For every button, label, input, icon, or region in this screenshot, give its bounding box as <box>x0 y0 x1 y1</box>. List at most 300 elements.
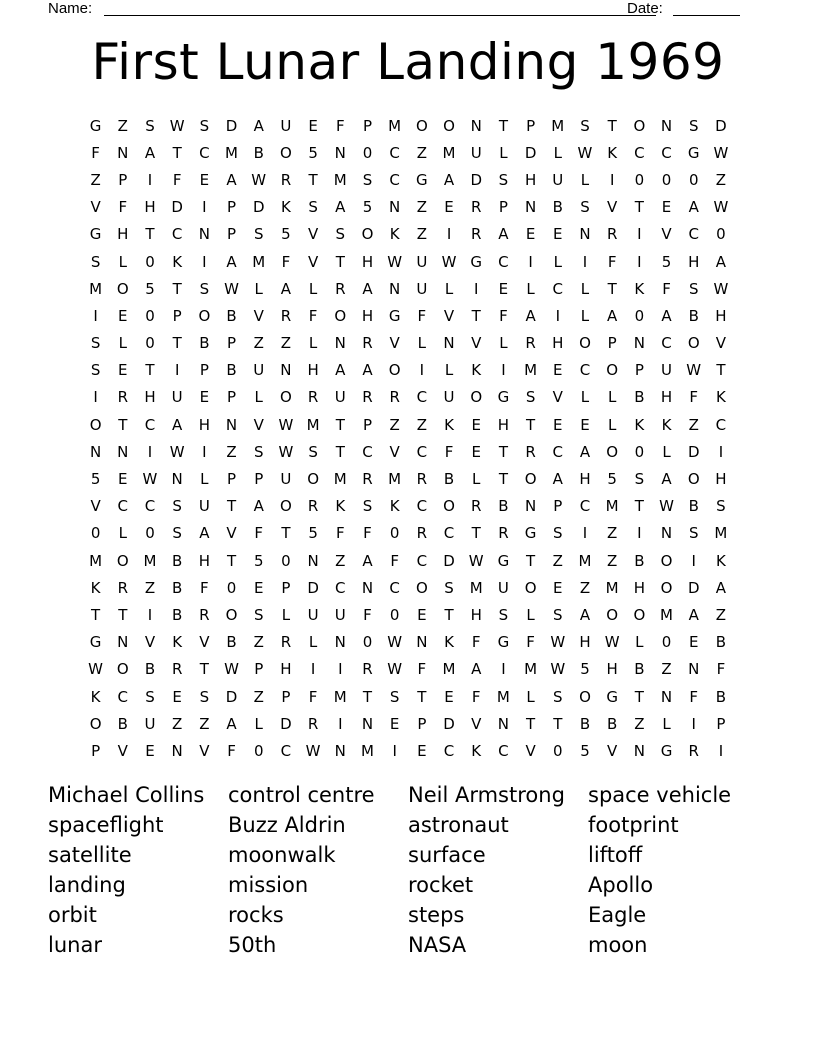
grid-letter: O <box>443 497 455 516</box>
grid-letter: T <box>118 605 128 624</box>
grid-letter: W <box>387 252 403 271</box>
grid-letter: P <box>172 306 182 325</box>
grid-letter: C <box>688 225 699 244</box>
grid-letter: O <box>606 605 619 624</box>
grid-letter: G <box>524 524 537 543</box>
grid-letter: P <box>498 198 508 217</box>
grid-letter: U <box>416 252 428 271</box>
grid-letter: S <box>308 442 318 461</box>
grid-letter: K <box>715 551 726 570</box>
date-label: Date: <box>627 0 663 17</box>
grid-letter: O <box>660 578 673 597</box>
grid-letter: P <box>91 741 101 760</box>
grid-letter: S <box>172 524 182 543</box>
grid-letter: O <box>660 551 673 570</box>
grid-letter: T <box>634 198 644 217</box>
grid-letter: B <box>634 388 645 407</box>
grid-letter: O <box>116 279 129 298</box>
name-label: Name: <box>48 0 93 17</box>
grid-letter: C <box>498 741 509 760</box>
grid-letter: O <box>116 551 129 570</box>
grid-letter: I <box>202 252 207 271</box>
grid-letter: C <box>362 442 373 461</box>
grid-letter: B <box>226 633 237 652</box>
grid-letter: F <box>417 306 427 325</box>
grid-letter: H <box>361 252 374 271</box>
grid-letter: O <box>388 361 401 380</box>
date-blank-line <box>673 15 740 16</box>
grid-letter: A <box>579 442 591 461</box>
grid-letter: A <box>471 660 482 679</box>
grid-letter: C <box>661 143 672 162</box>
grid-letter: N <box>171 741 183 760</box>
word-list-item: Neil Armstrong <box>408 783 565 807</box>
grid-letter: Z <box>661 660 672 679</box>
grid-letter: W <box>441 252 457 271</box>
grid-letter: S <box>90 361 101 380</box>
grid-letter: F <box>227 741 236 760</box>
grid-letter: S <box>253 225 264 244</box>
grid-letter: T <box>498 116 508 135</box>
grid-letter: L <box>607 415 617 434</box>
grid-letter: W <box>169 442 185 461</box>
grid-letter: U <box>497 578 509 597</box>
grid-letter: O <box>415 578 428 597</box>
grid-letter: H <box>633 578 645 597</box>
grid-letter: N <box>225 415 238 434</box>
grid-letter: R <box>199 605 210 624</box>
grid-letter: E <box>253 578 264 597</box>
grid-letter: V <box>552 388 563 407</box>
word-list-item: satellite <box>48 843 132 867</box>
grid-letter: P <box>199 361 209 380</box>
grid-letter: S <box>335 225 346 244</box>
grid-letter: B <box>498 497 509 516</box>
grid-letter: P <box>254 660 264 679</box>
grid-letter: W <box>604 633 620 652</box>
grid-letter: Z <box>715 170 727 189</box>
grid-letter: V <box>661 225 672 244</box>
grid-letter: F <box>471 687 481 706</box>
grid-letter: M <box>333 470 347 489</box>
grid-letter: L <box>472 470 481 489</box>
grid-letter: Z <box>416 225 427 244</box>
grid-letter: B <box>117 714 128 733</box>
grid-letter: O <box>361 225 374 244</box>
grid-letter: C <box>552 279 564 298</box>
grid-letter: L <box>580 170 590 189</box>
grid-letter: M <box>89 279 103 298</box>
grid-letter: V <box>471 334 482 353</box>
grid-letter: D <box>307 578 319 597</box>
grid-letter: T <box>607 116 617 135</box>
grid-letter: C <box>117 497 129 516</box>
grid-letter: N <box>660 524 673 543</box>
grid-letter: T <box>118 415 128 434</box>
grid-letter: L <box>308 334 318 353</box>
grid-letter: M <box>252 252 266 271</box>
grid-letter: D <box>524 143 537 162</box>
grid-letter: N <box>89 442 102 461</box>
grid-letter: U <box>307 605 319 624</box>
grid-letter: T <box>91 605 101 624</box>
grid-letter: M <box>143 551 157 570</box>
grid-letter: E <box>553 225 563 244</box>
grid-letter: P <box>227 388 237 407</box>
grid-letter: V <box>389 442 400 461</box>
grid-letter: S <box>498 170 509 189</box>
grid-letter: C <box>579 361 591 380</box>
grid-letter: F <box>363 605 372 624</box>
grid-letter: M <box>524 361 538 380</box>
grid-letter: C <box>117 687 129 706</box>
grid-letter: 0 <box>716 225 726 244</box>
grid-letter: I <box>338 660 343 679</box>
grid-letter: W <box>224 279 239 298</box>
grid-letter: W <box>88 660 104 679</box>
grid-letter: L <box>118 334 127 353</box>
grid-letter: N <box>171 470 183 489</box>
grid-letter: H <box>144 388 156 407</box>
grid-letter: 0 <box>362 143 373 162</box>
grid-letter: H <box>688 252 700 271</box>
grid-letter: O <box>579 687 591 706</box>
grid-letter: U <box>280 116 292 135</box>
word-list-item: moonwalk <box>228 843 336 867</box>
grid-letter: C <box>579 497 591 516</box>
grid-letter: F <box>471 633 481 652</box>
grid-letter: K <box>634 415 645 434</box>
grid-letter: 0 <box>226 578 237 597</box>
grid-letter: A <box>280 279 292 298</box>
grid-letter: U <box>171 388 183 407</box>
grid-letter: P <box>362 116 372 135</box>
grid-letter: T <box>145 361 155 380</box>
grid-letter: I <box>582 252 588 271</box>
grid-letter: B <box>715 633 727 652</box>
grid-letter: H <box>606 660 618 679</box>
grid-letter: A <box>688 198 699 217</box>
grid-letter: F <box>444 442 454 461</box>
grid-letter: P <box>553 497 563 516</box>
grid-letter: A <box>525 306 536 325</box>
grid-letter: 5 <box>661 252 672 271</box>
grid-letter: N <box>389 198 401 217</box>
grid-letter: I <box>419 361 425 380</box>
grid-letter: I <box>147 605 153 624</box>
grid-letter: Z <box>715 605 727 624</box>
grid-letter: W <box>713 143 729 162</box>
grid-letter: S <box>172 497 182 516</box>
grid-letter: K <box>471 741 482 760</box>
grid-letter: F <box>118 198 128 217</box>
grid-letter: 5 <box>281 225 291 244</box>
grid-letter: T <box>226 497 237 516</box>
grid-letter: C <box>389 143 400 162</box>
grid-letter: S <box>444 578 454 597</box>
grid-letter: C <box>389 170 400 189</box>
grid-letter: L <box>118 252 127 271</box>
grid-letter: S <box>199 116 210 135</box>
grid-letter: A <box>199 524 210 543</box>
grid-letter: W <box>550 660 566 679</box>
grid-letter: 5 <box>308 524 318 543</box>
grid-letter: R <box>362 660 373 679</box>
grid-letter: T <box>335 252 345 271</box>
grid-letter: B <box>144 660 156 679</box>
grid-letter: D <box>687 578 700 597</box>
grid-letter: T <box>172 334 182 353</box>
grid-letter: H <box>552 334 564 353</box>
grid-letter: P <box>281 687 291 706</box>
grid-letter: 0 <box>688 170 699 189</box>
grid-letter: O <box>524 578 537 597</box>
grid-letter: Z <box>253 633 264 652</box>
grid-letter: H <box>307 361 319 380</box>
grid-letter: L <box>444 361 454 380</box>
grid-letter: W <box>251 170 267 189</box>
word-list-item: Buzz Aldrin <box>228 813 346 837</box>
grid-letter: V <box>253 306 264 325</box>
grid-letter: T <box>498 470 508 489</box>
grid-letter: 5 <box>580 660 590 679</box>
grid-letter: W <box>713 198 729 217</box>
grid-letter: L <box>118 524 127 543</box>
grid-letter: F <box>308 306 318 325</box>
word-list-item: Michael Collins <box>48 783 205 807</box>
grid-letter: F <box>716 660 726 679</box>
grid-letter: F <box>308 687 318 706</box>
grid-letter: N <box>660 116 673 135</box>
grid-letter: H <box>117 225 129 244</box>
grid-letter: P <box>634 361 644 380</box>
name-blank-line <box>104 15 656 16</box>
grid-letter: C <box>199 143 210 162</box>
grid-letter: M <box>388 470 402 489</box>
grid-letter: 0 <box>389 524 400 543</box>
grid-letter: L <box>200 470 209 489</box>
grid-letter: B <box>688 497 699 516</box>
grid-letter: S <box>525 388 536 407</box>
grid-letter: N <box>117 442 129 461</box>
grid-letter: T <box>498 442 508 461</box>
grid-letter: W <box>577 143 593 162</box>
grid-letter: U <box>253 361 265 380</box>
grid-letter: P <box>526 116 536 135</box>
grid-letter: U <box>661 361 673 380</box>
grid-letter: B <box>443 470 455 489</box>
word-list-item: space vehicle <box>588 783 732 807</box>
grid-letter: M <box>714 524 728 543</box>
grid-letter: D <box>225 116 238 135</box>
grid-letter: P <box>118 170 128 189</box>
grid-letter: S <box>634 470 645 489</box>
grid-letter: V <box>226 524 237 543</box>
grid-letter: V <box>199 741 210 760</box>
grid-letter: I <box>93 388 98 407</box>
grid-letter: V <box>607 741 618 760</box>
grid-letter: Z <box>90 170 101 189</box>
grid-letter: T <box>553 714 563 733</box>
letter-grid <box>82 112 735 765</box>
grid-letter: W <box>169 116 185 135</box>
grid-letter: F <box>689 388 699 407</box>
grid-letter: G <box>497 551 510 570</box>
grid-letter: A <box>226 170 237 189</box>
grid-letter: E <box>444 198 454 217</box>
grid-letter: D <box>470 170 482 189</box>
grid-letter: 0 <box>553 741 563 760</box>
grid-letter: W <box>387 633 403 652</box>
grid-letter: E <box>308 116 318 135</box>
grid-letter: U <box>416 279 428 298</box>
word-list-item: rocks <box>228 903 284 927</box>
grid-letter: F <box>281 252 291 271</box>
grid-letter: F <box>499 306 508 325</box>
grid-letter: F <box>417 660 427 679</box>
grid-letter: O <box>470 388 483 407</box>
grid-letter: V <box>525 741 536 760</box>
grid-letter: V <box>389 334 400 353</box>
grid-letter: H <box>144 198 156 217</box>
grid-letter: 0 <box>634 170 645 189</box>
grid-letter: S <box>199 279 210 298</box>
grid-letter: A <box>552 470 563 489</box>
grid-letter: U <box>443 388 455 407</box>
grid-letter: L <box>281 605 291 624</box>
grid-letter: Z <box>416 198 427 217</box>
grid-letter: P <box>254 470 264 489</box>
grid-letter: R <box>471 225 482 244</box>
grid-letter: R <box>688 741 699 760</box>
grid-letter: I <box>555 306 560 325</box>
grid-letter: P <box>417 714 427 733</box>
grid-letter: N <box>334 334 346 353</box>
grid-letter: V <box>715 334 727 353</box>
grid-letter: V <box>307 252 319 271</box>
grid-letter: A <box>144 143 156 162</box>
word-list-item: Apollo <box>588 873 654 897</box>
grid-letter: P <box>227 470 237 489</box>
grid-letter: Z <box>552 551 563 570</box>
grid-letter: N <box>361 714 374 733</box>
grid-letter: A <box>498 225 509 244</box>
grid-letter: R <box>498 524 509 543</box>
grid-letter: Z <box>117 116 128 135</box>
grid-letter: O <box>687 470 700 489</box>
grid-letter: N <box>660 687 673 706</box>
grid-letter: 5 <box>90 470 101 489</box>
grid-letter: I <box>718 442 724 461</box>
grid-letter: S <box>308 198 318 217</box>
grid-letter: R <box>280 306 292 325</box>
grid-letter: R <box>606 225 618 244</box>
grid-letter: O <box>334 306 347 325</box>
grid-letter: B <box>715 687 727 706</box>
grid-letter: D <box>687 442 700 461</box>
grid-letter: H <box>579 633 591 652</box>
grid-letter: C <box>661 334 672 353</box>
grid-letter: D <box>715 116 727 135</box>
grid-letter: L <box>254 388 263 407</box>
grid-letter: L <box>662 442 671 461</box>
grid-letter: S <box>580 116 590 135</box>
grid-letter: 0 <box>145 524 155 543</box>
word-list-item: rocket <box>408 873 474 897</box>
grid-letter: O <box>116 660 129 679</box>
grid-letter: N <box>389 279 401 298</box>
grid-letter: M <box>388 116 402 135</box>
grid-letter: S <box>498 605 509 624</box>
grid-letter: U <box>280 470 292 489</box>
grid-letter: B <box>172 578 183 597</box>
grid-letter: K <box>661 415 672 434</box>
grid-letter: F <box>172 170 182 189</box>
word-list-item: liftoff <box>588 843 643 867</box>
grid-letter: C <box>634 143 645 162</box>
word-list-item: astronaut <box>408 813 509 837</box>
grid-letter: L <box>254 279 263 298</box>
grid-letter: V <box>199 633 210 652</box>
grid-letter: N <box>688 660 700 679</box>
grid-letter: T <box>417 687 427 706</box>
grid-letter: T <box>226 551 237 570</box>
grid-letter: N <box>117 143 129 162</box>
grid-letter: F <box>607 252 617 271</box>
grid-letter: M <box>442 143 456 162</box>
grid-letter: E <box>389 714 400 733</box>
grid-letter: I <box>528 252 533 271</box>
grid-letter: F <box>662 279 671 298</box>
grid-letter: A <box>579 605 591 624</box>
grid-letter: R <box>471 497 482 516</box>
grid-letter: D <box>280 714 292 733</box>
grid-letter: B <box>634 660 645 679</box>
grid-letter: L <box>254 714 263 733</box>
grid-letter: V <box>443 306 455 325</box>
grid-letter: O <box>89 714 102 733</box>
worksheet-header <box>48 0 740 20</box>
grid-letter: E <box>553 578 563 597</box>
word-list-item: NASA <box>408 933 467 957</box>
grid-letter: B <box>253 143 264 162</box>
grid-letter: E <box>145 741 155 760</box>
grid-letter: E <box>498 279 509 298</box>
grid-letter: P <box>716 714 726 733</box>
grid-letter: R <box>307 497 319 516</box>
grid-letter: M <box>496 687 510 706</box>
grid-letter: H <box>361 306 374 325</box>
grid-letter: U <box>198 497 210 516</box>
grid-letter: N <box>334 143 346 162</box>
grid-letter: I <box>446 225 452 244</box>
grid-letter: N <box>633 334 645 353</box>
grid-letter: Z <box>226 442 237 461</box>
grid-letter: W <box>550 633 566 652</box>
grid-letter: 0 <box>634 306 645 325</box>
grid-letter: F <box>91 143 100 162</box>
grid-letter: S <box>90 252 101 271</box>
grid-letter: A <box>607 306 618 325</box>
grid-letter: F <box>689 687 699 706</box>
grid-letter: R <box>280 633 292 652</box>
grid-letter: E <box>417 605 427 624</box>
word-list-item: footprint <box>588 813 679 837</box>
grid-letter: S <box>553 524 563 543</box>
grid-letter: H <box>198 415 210 434</box>
grid-letter: C <box>416 551 428 570</box>
grid-letter: T <box>444 605 454 624</box>
